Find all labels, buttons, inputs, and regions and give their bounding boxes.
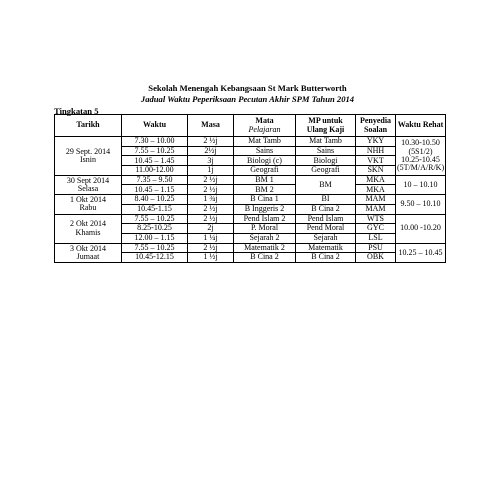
waktu-cell: 10.45 – 1.45 xyxy=(122,156,188,166)
date-cell: 29 Sept. 2014 Isnin xyxy=(55,137,122,176)
setter-cell: NHH xyxy=(356,146,396,156)
break-time-cell: 9.50 – 10.10 xyxy=(396,195,446,214)
waktu-cell: 12.00 – 1.15 xyxy=(122,233,188,243)
break-time-cell: 10.00 -10.20 xyxy=(396,214,446,243)
table-row xyxy=(55,175,446,185)
masa-cell: 2½j xyxy=(188,146,234,156)
col-header-waktu-rehat: Waktu Rehat xyxy=(396,115,446,137)
waktu-cell: 10.45 – 1.15 xyxy=(122,185,188,195)
masa-cell: 1 ¾j xyxy=(188,195,234,205)
revision-subject-cell: B Cina 2 xyxy=(296,204,356,214)
subject-cell: Sains xyxy=(234,146,296,156)
masa-cell: 1 ¼j xyxy=(188,233,234,243)
revision-subject-cell: Sejarah xyxy=(296,233,356,243)
subject-cell: BM 2 xyxy=(234,185,296,195)
table-row xyxy=(55,243,446,253)
setter-cell: OBK xyxy=(356,253,396,263)
school-title: Sekolah Menengah Kebangsaan St Mark Butterworth xyxy=(148,83,347,93)
waktu-cell: 7.55 – 10.25 xyxy=(122,146,188,156)
col-header-penyedia-soalan: Penyedia Soalan xyxy=(356,115,396,137)
subject-cell: Matematik 2 xyxy=(234,243,296,253)
header-row xyxy=(55,115,446,137)
masa-cell: 2 ½j xyxy=(188,185,234,195)
waktu-cell: 7.30 – 10.00 xyxy=(122,137,188,147)
masa-cell: 3j xyxy=(188,156,234,166)
waktu-cell: 8.40 – 10.25 xyxy=(122,195,188,205)
col-header-mp-ulang-kaji: MP untuk Ulang Kaji xyxy=(296,115,356,137)
break-time-cell: 10.25 – 10.45 xyxy=(396,243,446,262)
setter-cell: SKN xyxy=(356,166,396,176)
revision-subject-cell: Pend Islam xyxy=(296,214,356,224)
setter-cell: MAM xyxy=(356,204,396,214)
col-header-masa: Masa xyxy=(188,115,234,137)
revision-subject-cell: Geografi xyxy=(296,166,356,176)
date-cell: 1 Okt 2014 Rabu xyxy=(55,195,122,214)
date-cell: 30 Sept 2014 Selasa xyxy=(55,175,122,194)
masa-cell: 2 ½j xyxy=(188,137,234,147)
break-time-cell: 10 – 10.10 xyxy=(396,175,446,194)
form-level-label: Tingkatan 5 xyxy=(54,106,99,116)
subject-cell: B Cina 1 xyxy=(234,195,296,205)
table-row xyxy=(55,195,446,205)
masa-cell: 1 ½j xyxy=(188,253,234,263)
col-header-waktu: Waktu xyxy=(122,115,188,137)
date-cell: 3 Okt 2014 Jumaat xyxy=(55,243,122,262)
masa-cell: 2j xyxy=(188,224,234,234)
break-time-cell: 10.30-10.50 (5S1/2) 10.25-10.45 (5T/M/A/R/K) xyxy=(396,137,446,176)
subject-cell: Geografi xyxy=(234,166,296,176)
waktu-cell: 10.45-12.15 xyxy=(122,253,188,263)
subject-cell: B Cina 2 xyxy=(234,253,296,263)
revision-subject-cell: B Cina 2 xyxy=(296,253,356,263)
masa-cell: 1j xyxy=(188,166,234,176)
setter-cell: YKY xyxy=(356,137,396,147)
col-header-tarikh: Tarikh xyxy=(55,115,122,137)
setter-cell: MKA xyxy=(356,175,396,185)
revision-subject-cell: Biologi xyxy=(296,156,356,166)
exam-timetable xyxy=(54,114,446,263)
subject-cell: P. Moral xyxy=(234,224,296,234)
setter-cell: MKA xyxy=(356,185,396,195)
table-row xyxy=(55,137,446,147)
revision-subject-cell: Pend Moral xyxy=(296,224,356,234)
revision-subject-cell: Mat Tamb xyxy=(296,137,356,147)
revision-subject-cell: BM xyxy=(296,175,356,194)
waktu-cell: 7.55 – 10.25 xyxy=(122,214,188,224)
setter-cell: MAM xyxy=(356,195,396,205)
masa-cell: 2 ½j xyxy=(188,243,234,253)
col-header-mata-pelajaran: Mata Pelajaran xyxy=(234,115,296,137)
subject-cell: Mat Tamb xyxy=(234,137,296,147)
subject-cell: Pend Islam 2 xyxy=(234,214,296,224)
subject-cell: B Inggeris 2 xyxy=(234,204,296,214)
waktu-cell: 8.25-10.25 xyxy=(122,224,188,234)
exam-title: Jadual Waktu Peperiksaan Pecutan Akhir SPM Tahun 2014 xyxy=(140,94,355,104)
setter-cell: LSL xyxy=(356,233,396,243)
masa-cell: 2 ½j xyxy=(188,175,234,185)
setter-cell: WTS xyxy=(356,214,396,224)
subject-cell: Sejarah 2 xyxy=(234,233,296,243)
subject-cell: BM 1 xyxy=(234,175,296,185)
waktu-cell: 7.55 – 10.25 xyxy=(122,243,188,253)
subject-cell: Biologi (c) xyxy=(234,156,296,166)
setter-cell: PSU xyxy=(356,243,396,253)
masa-cell: 2 ½j xyxy=(188,214,234,224)
date-cell: 2 Okt 2014 Khamis xyxy=(55,214,122,243)
masa-cell: 2 ½j xyxy=(188,204,234,214)
setter-cell: VKT xyxy=(356,156,396,166)
setter-cell: GYC xyxy=(356,224,396,234)
revision-subject-cell: Matematik xyxy=(296,243,356,253)
waktu-cell: 11.00-12.00 xyxy=(122,166,188,176)
revision-subject-cell: Sains xyxy=(296,146,356,156)
revision-subject-cell: BI xyxy=(296,195,356,205)
waktu-cell: 10.45-1.15 xyxy=(122,204,188,214)
waktu-cell: 7.35 – 9.50 xyxy=(122,175,188,185)
table-row xyxy=(55,214,446,224)
